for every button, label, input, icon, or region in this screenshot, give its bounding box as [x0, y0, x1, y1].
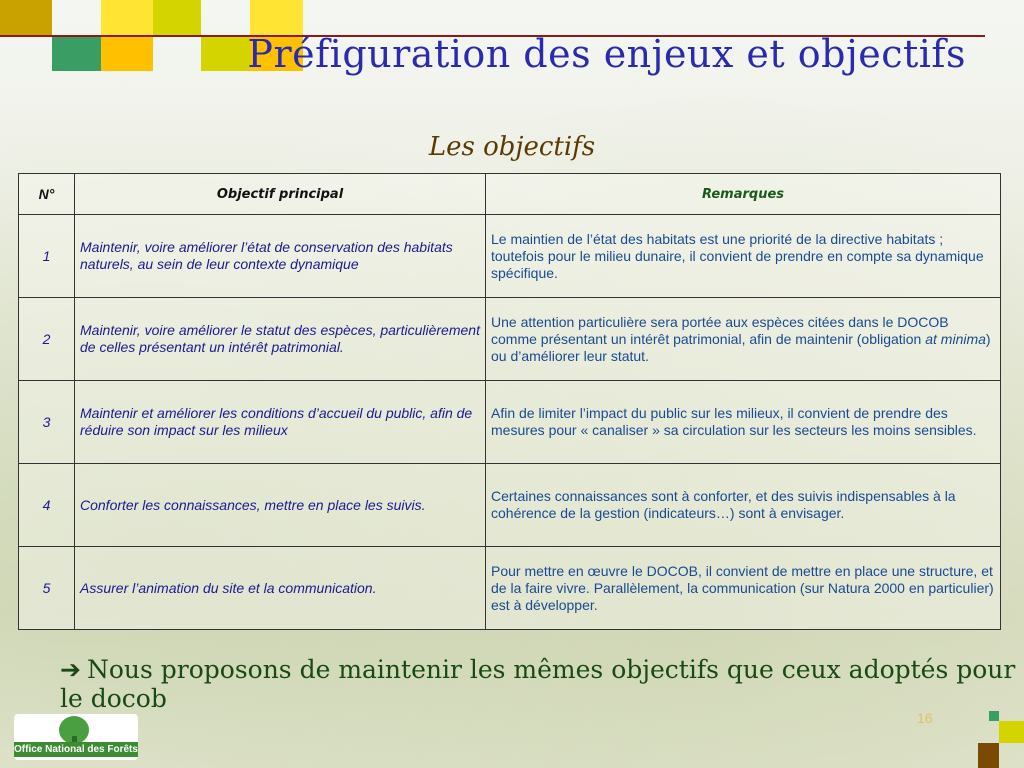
remark-text: Une attention particulière sera portée aux espèces citées dans le DOCOB comme présentant un intérêt patrimonial, afin de maintenir (obligation — [491, 313, 949, 347]
row-objective: Maintenir, voire améliorer le statut des espèces, particulièrement de celles présentant un intérêt patrimonial. — [75, 298, 486, 381]
table-row — [19, 464, 1001, 547]
remark-text: ) ou d’améliorer leur statut. — [491, 330, 991, 364]
decor-square — [250, 0, 303, 36]
onf-logo — [14, 714, 138, 760]
table-row — [19, 547, 1001, 630]
decor-square — [201, 37, 250, 71]
table-row — [19, 298, 1001, 381]
row-objective: Assurer l’animation du site et la communication. — [75, 547, 486, 630]
decor-square — [101, 0, 153, 36]
row-number: 5 — [19, 547, 75, 630]
table-row — [19, 381, 1001, 464]
row-number: 4 — [19, 464, 75, 547]
header-objective: Objectif principal — [75, 174, 486, 215]
section-subtitle: Les objectifs — [428, 132, 596, 162]
row-remark: Le maintien de l’état des habitats est une priorité de la directive habitats ; toutefois pour le milieu dunaire, il convient de prendre en compte sa dynamique spécifique. — [486, 215, 1001, 298]
row-number: 3 — [19, 381, 75, 464]
table-header-row — [19, 174, 1001, 215]
page-number: 16 — [917, 710, 933, 726]
row-remark — [486, 298, 1001, 381]
row-number: 1 — [19, 215, 75, 298]
remark-emphasis: at minima — [925, 330, 986, 347]
header-number: N° — [19, 174, 75, 215]
conclusion-statement — [60, 655, 1024, 713]
row-remark: Afin de limiter l’impact du public sur les milieux, il convient de prendre des mesures pour « canaliser » sa circulation sur les secteurs les moins sensibles. — [486, 381, 1001, 464]
page-title: Préfiguration des enjeux et objectifs — [247, 32, 966, 76]
conclusion-text: Nous proposons de maintenir les mêmes objectifs que ceux adoptés pour le docob — [60, 655, 1016, 713]
decor-square — [153, 0, 201, 36]
row-objective: Conforter les connaissances, mettre en place les suivis. — [75, 464, 486, 547]
table-row — [19, 215, 1001, 298]
decor-square — [978, 743, 999, 768]
row-objective: Maintenir et améliorer les conditions d’accueil du public, afin de réduire son impact sur les milieux — [75, 381, 486, 464]
right-arrow-icon: ➔ — [60, 655, 81, 684]
row-remark: Pour mettre en œuvre le DOCOB, il convient de mettre en place une structure, et de la faire vivre. Parallèlement, la communication (sur Natura 2000 en particulier) est à développer. — [486, 547, 1001, 630]
header-remarks: Remarques — [486, 174, 1001, 215]
row-objective: Maintenir, voire améliorer l’état de conservation des habitats naturels, au sein de leur contexte dynamique — [75, 215, 486, 298]
decor-square — [0, 0, 52, 36]
decor-square — [999, 721, 1024, 743]
decor-square — [101, 37, 153, 71]
objectives-table — [18, 173, 1001, 630]
decor-square — [52, 37, 101, 71]
logo-text: Office National des Forêts — [14, 744, 138, 755]
decor-square — [989, 711, 999, 721]
row-number: 2 — [19, 298, 75, 381]
row-remark: Certaines connaissances sont à conforter, et des suivis indispensables à la cohérence de la gestion (indicateurs…) sont à envisager. — [486, 464, 1001, 547]
